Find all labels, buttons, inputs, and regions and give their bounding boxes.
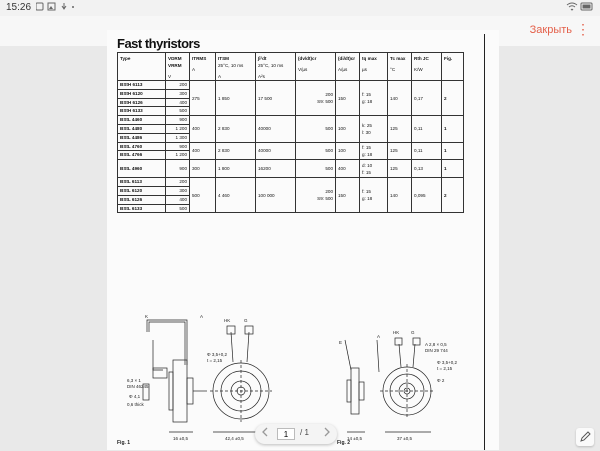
fig2-dim1: 14 ±0,5 [347, 436, 362, 441]
col-vrrm-label: VRRM [168, 63, 182, 68]
cell-type: BStL 4760 [118, 142, 166, 151]
cell-itrms: 400 [190, 142, 216, 160]
previous-page-icon[interactable] [262, 427, 268, 439]
cell-i2dt: 40000 [256, 116, 296, 142]
cell-didt: 400 [336, 160, 360, 178]
cell-i2dt: 17 500 [256, 81, 296, 116]
cell-rth: 0,095 [412, 178, 442, 213]
cell-tq-1: f: 15 [362, 92, 371, 98]
cell-fig: 1 [442, 142, 464, 160]
cell-voltage: 900 [166, 142, 190, 151]
cell-tc: 125 [388, 160, 412, 178]
cell-tq-2: g: 18 [362, 151, 373, 157]
cell-tq-1: d: 10 [362, 162, 373, 168]
cell-voltage: 400 [166, 98, 190, 107]
page-navigator [255, 424, 337, 444]
cell-tq [360, 142, 388, 160]
cell-tq [360, 116, 388, 142]
cell-tq-2: l: 30 [362, 129, 371, 135]
cell-voltage: 200 [166, 178, 190, 187]
cell-fig: 2 [442, 178, 464, 213]
cell-itrms: 300 [190, 160, 216, 178]
cell-dvdt-value: 200 [325, 92, 333, 98]
chevron-left-icon [262, 427, 268, 437]
cell-dvdt: 500 [296, 116, 336, 142]
clock: 15:26 [6, 2, 32, 13]
cell-tc: 125 [388, 116, 412, 142]
table-row [118, 160, 464, 178]
notification-icon-set [36, 2, 76, 11]
cell-tq-1: k: 25 [362, 122, 372, 128]
cell-rth: 0,17 [412, 81, 442, 116]
fig2-hk-label: HK [393, 330, 400, 335]
cell-tq [360, 160, 388, 178]
col-didt-unit: A/µs [338, 67, 348, 72]
cell-voltage: 900 [166, 116, 190, 125]
cell-type: BStL 4486 [118, 133, 166, 142]
col-itsm-note: 25°C, 10 ms [218, 63, 244, 68]
fig1-hole: Φ 4,1 [129, 394, 141, 399]
status-bar [0, 0, 600, 16]
cell-i2dt: 40000 [256, 142, 296, 160]
fig1-g-label: G [244, 318, 248, 323]
page-number-input[interactable] [277, 428, 295, 440]
fig2-a-label: A [377, 334, 381, 339]
cell-voltage: 300 [166, 89, 190, 98]
chevron-right-icon [324, 427, 330, 437]
col-rth-label: Rth JC [414, 56, 429, 61]
cell-itsm: 1 850 [216, 81, 256, 116]
table-row [118, 81, 464, 90]
pencil-icon [576, 428, 594, 446]
cell-tc: 125 [388, 142, 412, 160]
spec-table [117, 52, 464, 213]
cell-itrms: 400 [190, 116, 216, 142]
col-itrms-label: ITRMS [192, 56, 207, 61]
col-itrms [190, 53, 216, 81]
fig2-caption: Fig. 2 [337, 440, 351, 446]
cell-dvdt-value: 200 [325, 189, 333, 195]
cell-type: BStH 6133 [118, 107, 166, 116]
cell-itsm: 4 460 [216, 178, 256, 213]
col-tq-unit: µs [362, 67, 367, 72]
cell-voltage: 200 [166, 81, 190, 90]
cell-type: BStL 4766 [118, 151, 166, 160]
cell-itsm: 2 830 [216, 142, 256, 160]
fig2-labels [339, 330, 457, 441]
cell-dvdt-option: S9: 500 [317, 99, 333, 105]
cell-type: BStL 4960 [118, 160, 166, 178]
fig2-dim2: 37 ±0,5 [397, 436, 412, 441]
cell-voltage: 900 [166, 160, 190, 178]
page-title: Fast thyristors [117, 36, 200, 51]
col-dvdt [296, 53, 336, 81]
fig2-thread1: Φ 3,5+0,2 [437, 360, 457, 365]
cell-rth: 0,13 [412, 160, 442, 178]
table-header-row [118, 53, 464, 81]
notification-icons [36, 2, 76, 13]
cell-fig: 1 [442, 160, 464, 178]
cell-type: BStH 6126 [118, 98, 166, 107]
next-page-icon[interactable] [324, 427, 330, 439]
fig1-thread1: Φ 3,5+0,2 [207, 352, 227, 357]
fig2-note2: DIN 29 744 [425, 348, 448, 353]
cell-type: BStL 6120 [118, 186, 166, 195]
more-options-icon[interactable]: ⋮ [576, 21, 590, 37]
cell-tq [360, 178, 388, 213]
cell-voltage: 1 200 [166, 151, 190, 160]
table-row [118, 142, 464, 151]
fig1-dim2: 42,4 ±0,5 [225, 436, 244, 441]
cell-didt: 150 [336, 81, 360, 116]
fig1-note1: 6,3 × 1 [127, 378, 141, 383]
col-type [118, 53, 166, 81]
fig2-thread2: t = 2,15 [437, 366, 453, 371]
fig1-drawing [143, 320, 272, 432]
cell-tq-2: f: 15 [362, 169, 371, 175]
fig2-note1: A 2,8 × 0,5 [425, 342, 447, 347]
fig1-hk-label: HK [224, 318, 231, 323]
col-rth-unit: K/W [414, 67, 423, 72]
cell-type: BStH 6113 [118, 81, 166, 90]
col-itsm [216, 53, 256, 81]
col-i2dt-label: ∫i²dt [258, 56, 267, 61]
system-icons [566, 2, 594, 13]
col-tc [388, 53, 412, 81]
cell-didt: 100 [336, 142, 360, 160]
cell-type: BStL 4460 [118, 116, 166, 125]
cell-voltage: 300 [166, 186, 190, 195]
cell-fig: 1 [442, 116, 464, 142]
col-vdrm [166, 53, 190, 81]
cell-didt: 150 [336, 178, 360, 213]
col-didt-label: (di/dt)cr [338, 56, 356, 61]
cell-fig: 2 [442, 81, 464, 116]
cell-dvdt: 500 [296, 142, 336, 160]
fig2-g-label: G [411, 330, 415, 335]
fig2-drawing [345, 338, 434, 432]
cell-itsm: 1 800 [216, 160, 256, 178]
close-button[interactable]: Закрыть [529, 24, 572, 36]
cell-dvdt [296, 178, 336, 213]
page-total: / 1 [300, 428, 309, 437]
col-fig-label: Fig. [444, 56, 453, 61]
cell-dvdt-option: S9: 500 [317, 196, 333, 202]
fig1-dim1: 16 ±0,5 [173, 436, 188, 441]
cell-voltage: 400 [166, 195, 190, 204]
col-tc-label: Tc max [390, 56, 406, 61]
cell-dvdt [296, 81, 336, 116]
cell-rth: 0,11 [412, 116, 442, 142]
cell-itrms: 275 [190, 81, 216, 116]
col-i2dt-unit: A²s [258, 74, 265, 79]
cell-type: BStH 6120 [118, 89, 166, 98]
fig1-k-label: K [145, 314, 149, 319]
col-i2dt-note: 25°C, 10 ms [258, 63, 284, 68]
cell-tq-1: f: 15 [362, 189, 371, 195]
col-vdrm-label: VDRM [168, 56, 182, 61]
cell-type: BStL 6113 [118, 178, 166, 187]
cell-dvdt: 500 [296, 160, 336, 178]
col-itrms-unit: A [192, 67, 196, 72]
fig1-a-label: A [200, 314, 204, 319]
fig1-caption: Fig. 1 [117, 440, 131, 446]
cell-itsm: 2 830 [216, 116, 256, 142]
col-rth [412, 53, 442, 81]
fig1-thread2: t = 2,15 [207, 358, 223, 363]
col-fig [442, 53, 464, 81]
fig1-note3: 0,6 thick [127, 402, 144, 407]
col-dvdt-label: (dv/dt)cr [298, 56, 317, 61]
cell-type: BStL 6126 [118, 195, 166, 204]
cell-tq-2: g: 18 [362, 196, 373, 202]
table-row [118, 178, 464, 187]
cell-tc: 140 [388, 81, 412, 116]
col-dvdt-unit: V/µs [298, 67, 308, 72]
col-didt [336, 53, 360, 81]
document-page [107, 30, 499, 450]
col-itsm-label: ITSM [218, 56, 229, 61]
cell-voltage: 1 200 [166, 124, 190, 133]
cell-tq [360, 81, 388, 116]
col-type-label: Type [120, 56, 131, 61]
fig1-labels [127, 314, 248, 441]
col-tq-label: tq max [362, 56, 377, 61]
cell-itrms: 500 [190, 178, 216, 213]
edit-button[interactable] [576, 428, 594, 446]
table-row [118, 116, 464, 125]
cell-tq-1: f: 15 [362, 144, 371, 150]
col-itsm-unit: A [218, 74, 222, 79]
cell-voltage: 500 [166, 107, 190, 116]
fig2-e-label: E [339, 340, 343, 345]
cell-type: BStL 6133 [118, 204, 166, 213]
cell-rth: 0,11 [412, 142, 442, 160]
cell-didt: 100 [336, 116, 360, 142]
cell-tq-2: g: 18 [362, 99, 373, 105]
cell-i2dt: 16200 [256, 160, 296, 178]
col-tq [360, 53, 388, 81]
cell-tc: 140 [388, 178, 412, 213]
cell-i2dt: 100 000 [256, 178, 296, 213]
cell-type: BStL 4480 [118, 124, 166, 133]
col-i2dt [256, 53, 296, 81]
wifi-battery-icon [566, 2, 594, 11]
cell-voltage: 500 [166, 204, 190, 213]
fig2-hole: Φ 2 [437, 378, 445, 383]
fig1-note2: DIN 46245 [127, 384, 149, 389]
col-vdrm-unit: V [168, 74, 172, 79]
col-tc-unit: °C [390, 67, 396, 72]
cell-voltage: 1 300 [166, 133, 190, 142]
